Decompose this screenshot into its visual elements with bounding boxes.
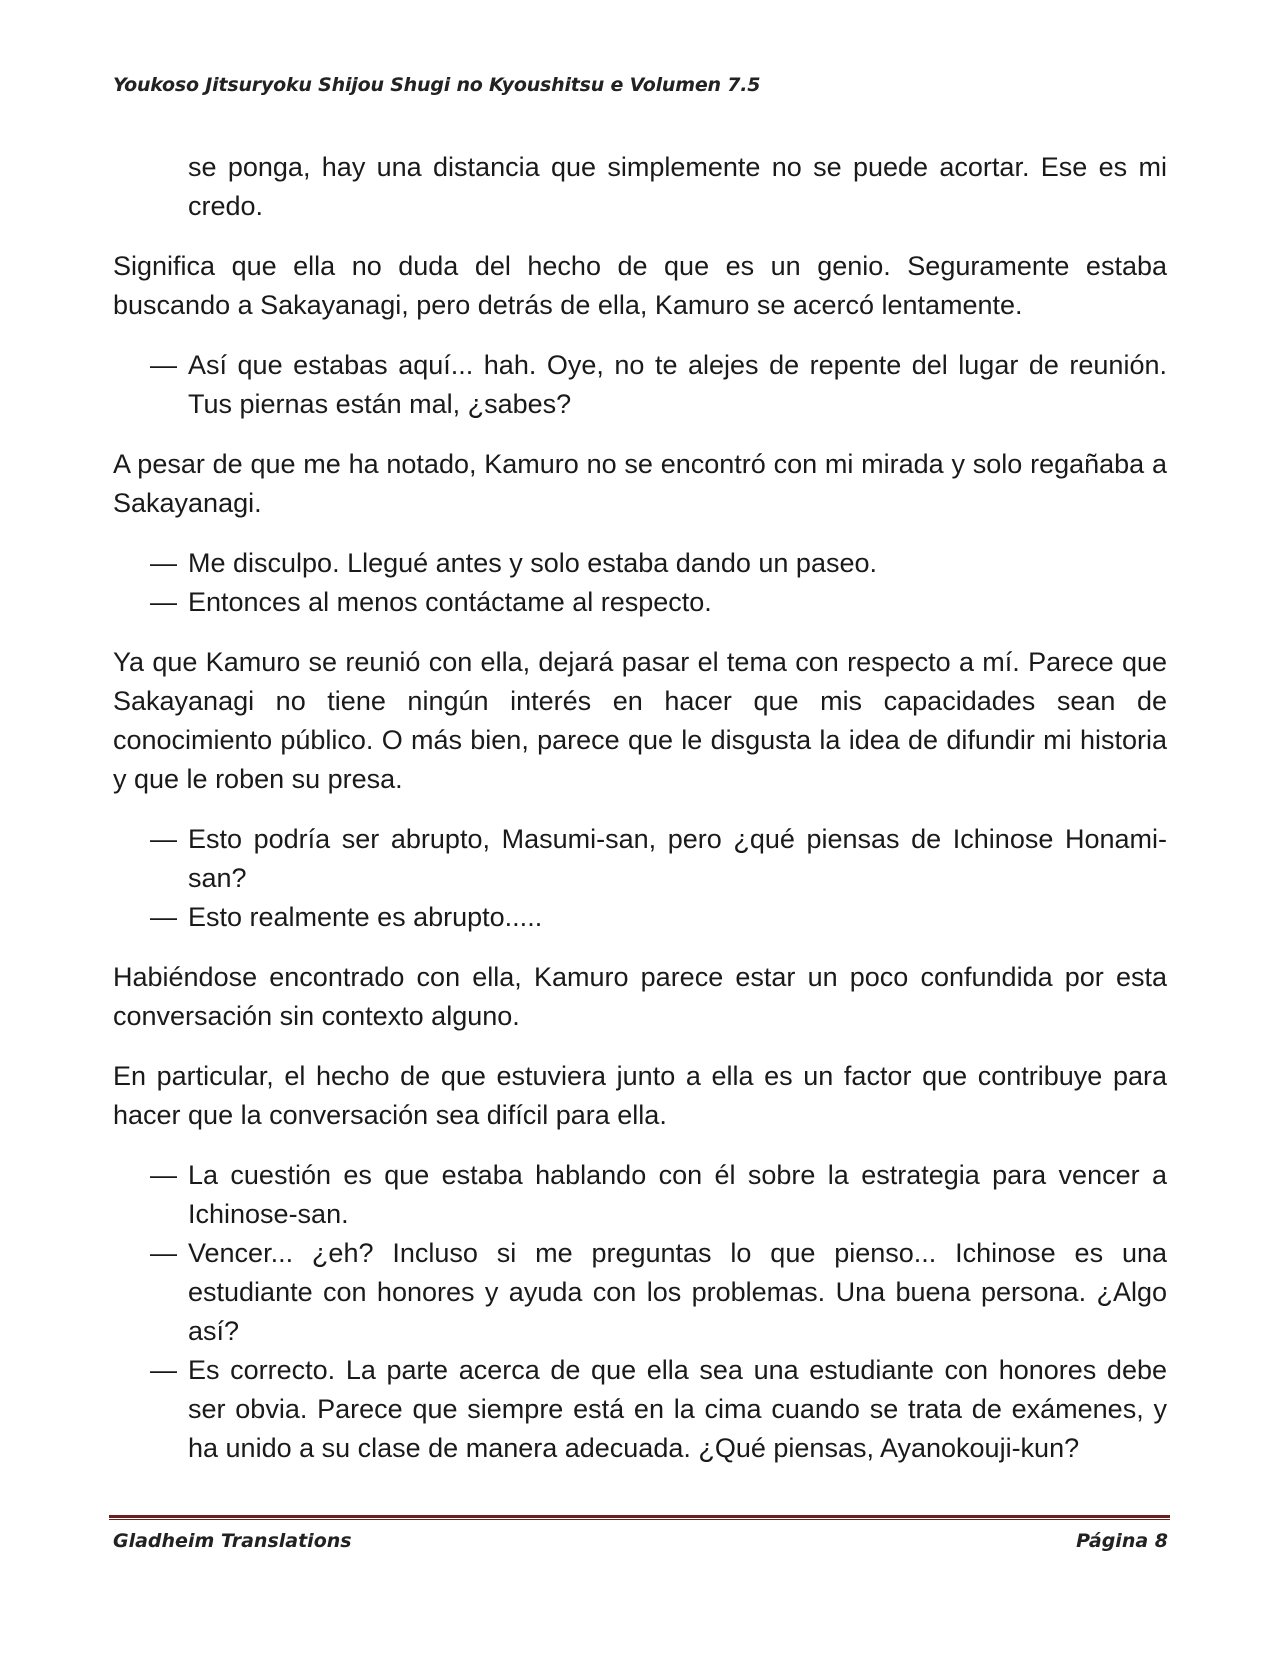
dialog-dash: — xyxy=(150,902,177,932)
dialog-dash: — xyxy=(150,1160,177,1190)
paragraph-continuation: se ponga, hay una distancia que simplemente no se puede acortar. Ese es mi credo. xyxy=(188,152,1167,221)
dialog-line xyxy=(113,346,1167,424)
footer-divider xyxy=(109,1515,1170,1520)
dialog-dash: — xyxy=(150,350,177,380)
dialog-group xyxy=(113,820,1167,937)
footer-page-number: Página 8 xyxy=(1076,1530,1168,1552)
page-header-title: Youkoso Jitsuryoku Shijou Shugi no Kyoushitsu e Volumen 7.5 xyxy=(113,74,761,96)
dialog-line xyxy=(113,583,1167,622)
dialog-text: La cuestión es que estaba hablando con él sobre la estrategia para vencer a Ichinose-san. xyxy=(188,1160,1167,1229)
dialog-text: Me disculpo. Llegué antes y solo estaba dando un paseo. xyxy=(188,548,877,578)
paragraph: En particular, el hecho de que estuviera junto a ella es un factor que contribuye para hacer que la conversación sea difícil para ella. xyxy=(113,1061,1167,1130)
dialog-dash: — xyxy=(150,587,177,617)
dialog-line xyxy=(113,1156,1167,1234)
dialog-group xyxy=(113,1156,1167,1468)
dialog-dash: — xyxy=(150,1238,177,1268)
dialog-group xyxy=(113,544,1167,622)
footer-translator-credit: Gladheim Translations xyxy=(113,1530,352,1552)
paragraph: Ya que Kamuro se reunió con ella, dejará pasar el tema con respecto a mí. Parece que Sakayanagi no tiene ningún interés en hacer que mis capacidades sean de conocimiento público. O más bien, parece que le disgusta la idea de difundir mi historia y que le roben su presa. xyxy=(113,647,1167,794)
dialog-text: Vencer... ¿eh? Incluso si me preguntas lo que pienso... Ichinose es una estudiante con honores y ayuda con los problemas. Una buena persona. ¿Algo así? xyxy=(188,1238,1167,1346)
dialog-dash: — xyxy=(150,548,177,578)
dialog-line xyxy=(113,820,1167,898)
dialog-text: Es correcto. La parte acerca de que ella sea una estudiante con honores debe ser obvia. Parece que siempre está en la cima cuando se trata de exámenes, y ha unido a su clase de manera adecuada. ¿Qué piensas, Ayanokouji-kun? xyxy=(188,1355,1167,1463)
dialog-group xyxy=(113,346,1167,424)
dialog-text: Entonces al menos contáctame al respecto. xyxy=(188,587,712,617)
dialog-dash: — xyxy=(150,1355,177,1385)
dialog-text: Esto podría ser abrupto, Masumi-san, pero ¿qué piensas de Ichinose Honami-san? xyxy=(188,824,1167,893)
dialog-line xyxy=(113,544,1167,583)
paragraph: Significa que ella no duda del hecho de que es un genio. Seguramente estaba buscando a Sakayanagi, pero detrás de ella, Kamuro se acercó lentamente. xyxy=(113,251,1167,320)
dialog-line xyxy=(113,1234,1167,1351)
dialog-text: Así que estabas aquí... hah. Oye, no te alejes de repente del lugar de reunión. Tus piernas están mal, ¿sabes? xyxy=(188,350,1167,419)
dialog-line xyxy=(113,1351,1167,1468)
dialog-dash: — xyxy=(150,824,177,854)
paragraph: A pesar de que me ha notado, Kamuro no se encontró con mi mirada y solo regañaba a Sakayanagi. xyxy=(113,449,1167,518)
page-body xyxy=(113,148,1167,1489)
paragraph: Habiéndose encontrado con ella, Kamuro parece estar un poco confundida por esta conversación sin contexto alguno. xyxy=(113,962,1167,1031)
dialog-text: Esto realmente es abrupto..... xyxy=(188,902,543,932)
dialog-line xyxy=(113,898,1167,937)
